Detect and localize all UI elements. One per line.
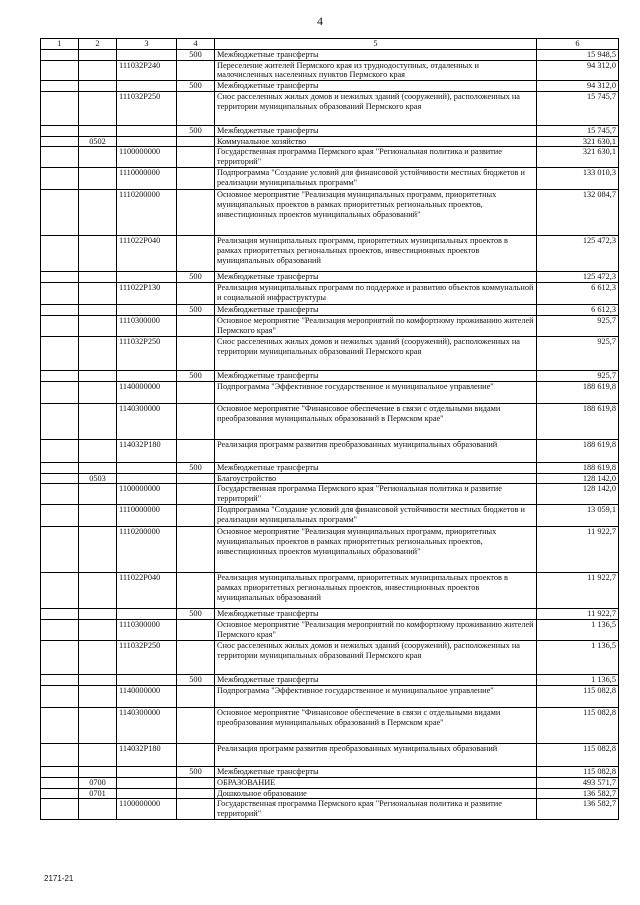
section-code [79, 371, 117, 382]
item-name: Основное мероприятие "Реализация муниципальных программ, приоритетных муниципальных проектов в рамках приоритетных региональных проектов, инвестиционных проектов муниципальных образований" [215, 527, 537, 573]
expense-type-code [177, 799, 215, 820]
item-name: Межбюджетные трансферты [215, 462, 537, 473]
item-name: Межбюджетные трансферты [215, 766, 537, 777]
section-code [79, 381, 117, 403]
amount: 1 136,5 [537, 641, 619, 675]
table-row [41, 788, 619, 799]
amount: 11 922,7 [537, 527, 619, 573]
row-col-1 [41, 766, 79, 777]
item-name: Основное мероприятие "Финансовое обеспечение в связи с отдельными видами преобразования муниципальных образований в Пермском крае" [215, 707, 537, 743]
section-code [79, 236, 117, 272]
program-code: 1110000000 [117, 168, 177, 190]
item-name: Межбюджетные трансферты [215, 125, 537, 136]
table-row [41, 439, 619, 462]
row-col-1 [41, 283, 79, 305]
expense-type-code [177, 527, 215, 573]
section-code [79, 190, 117, 236]
header-col-4: 4 [177, 39, 215, 50]
expense-type-code [177, 403, 215, 439]
section-code [79, 527, 117, 573]
section-code [79, 305, 117, 316]
item-name: Межбюджетные трансферты [215, 49, 537, 60]
item-name: Переселение жителей Пермского края из труднодоступных, отдаленных и малочисленных населенных пунктов Пермского края [215, 60, 537, 81]
expense-type-code [177, 316, 215, 337]
program-code: 1110000000 [117, 505, 177, 527]
item-name: Реализация программ развития преобразованных муниципальных образований [215, 439, 537, 462]
table-row [41, 49, 619, 60]
program-code: 1100000000 [117, 799, 177, 820]
section-code: 0502 [79, 136, 117, 147]
item-name: Основное мероприятие "Реализация муниципальных программ, приоритетных муниципальных проектов в рамках приоритетных региональных проектов, инвестиционных проектов муниципальных образований" [215, 190, 537, 236]
amount: 11 922,7 [537, 573, 619, 609]
expense-type-code [177, 381, 215, 403]
program-code: 1140300000 [117, 707, 177, 743]
item-name: Государственная программа Пермского края "Региональная политика и развитие территорий" [215, 484, 537, 505]
item-name: Подпрограмма "Эффективное государственное и муниципальное управление" [215, 685, 537, 707]
page-number: 4 [317, 14, 323, 28]
expense-type-code: 500 [177, 609, 215, 620]
amount: 11 922,7 [537, 609, 619, 620]
row-col-1 [41, 473, 79, 484]
amount: 493 571,7 [537, 777, 619, 788]
table-row [41, 60, 619, 81]
row-col-1 [41, 81, 79, 92]
amount: 188 619,8 [537, 439, 619, 462]
item-name: Основное мероприятие "Реализация мероприятий по комфортному проживанию жителей Пермского края" [215, 316, 537, 337]
budget-table-body [41, 49, 619, 820]
expense-type-code [177, 641, 215, 675]
program-code: 111032P240 [117, 60, 177, 81]
table-row [41, 371, 619, 382]
item-name: Подпрограмма "Создание условий для финансовой устойчивости местных бюджетов и реализации муниципальных программ" [215, 505, 537, 527]
expense-type-code [177, 337, 215, 371]
expense-type-code: 500 [177, 305, 215, 316]
amount: 15 745,7 [537, 125, 619, 136]
amount: 925,7 [537, 371, 619, 382]
program-code: 114032P180 [117, 439, 177, 462]
program-code: 111022P040 [117, 236, 177, 272]
section-code [79, 620, 117, 641]
amount: 125 472,3 [537, 236, 619, 272]
row-col-1 [41, 573, 79, 609]
table-row [41, 685, 619, 707]
amount: 188 619,8 [537, 403, 619, 439]
program-code: 1140000000 [117, 685, 177, 707]
section-code [79, 609, 117, 620]
item-name: Подпрограмма "Создание условий для финансовой устойчивости местных бюджетов и реализации муниципальных программ" [215, 168, 537, 190]
expense-type-code [177, 685, 215, 707]
expense-type-code [177, 147, 215, 168]
row-col-1 [41, 743, 79, 766]
section-code [79, 168, 117, 190]
section-code [79, 707, 117, 743]
expense-type-code [177, 743, 215, 766]
amount: 136 582,7 [537, 799, 619, 820]
table-row [41, 337, 619, 371]
row-col-1 [41, 403, 79, 439]
amount: 6 612,3 [537, 283, 619, 305]
amount: 94 312,0 [537, 81, 619, 92]
table-row [41, 168, 619, 190]
expense-type-code: 500 [177, 462, 215, 473]
item-name: Межбюджетные трансферты [215, 371, 537, 382]
section-code [79, 743, 117, 766]
table-row [41, 799, 619, 820]
program-code [117, 609, 177, 620]
table-row [41, 91, 619, 125]
expense-type-code: 500 [177, 272, 215, 283]
item-name: Коммунальное хозяйство [215, 136, 537, 147]
expense-type-code: 500 [177, 675, 215, 686]
program-code [117, 766, 177, 777]
item-name: Снос расселенных жилых домов и нежилых зданий (сооружений), расположенных на территории муниципальных образований Пермского края [215, 91, 537, 125]
section-code: 0701 [79, 788, 117, 799]
header-row [41, 39, 619, 50]
item-name: Государственная программа Пермского края "Региональная политика и развитие территорий" [215, 799, 537, 820]
row-col-1 [41, 305, 79, 316]
footer-code: 2171-21 [44, 874, 74, 883]
table-row [41, 743, 619, 766]
table-row [41, 620, 619, 641]
section-code [79, 462, 117, 473]
item-name: Снос расселенных жилых домов и нежилых зданий (сооружений), расположенных на территории муниципальных образований Пермского края [215, 641, 537, 675]
row-col-1 [41, 641, 79, 675]
program-code: 111022P130 [117, 283, 177, 305]
item-name: Подпрограмма "Эффективное государственное и муниципальное управление" [215, 381, 537, 403]
table-row [41, 484, 619, 505]
section-code [79, 337, 117, 371]
expense-type-code [177, 168, 215, 190]
amount: 136 582,7 [537, 788, 619, 799]
row-col-1 [41, 777, 79, 788]
expense-type-code [177, 190, 215, 236]
expense-type-code [177, 707, 215, 743]
table-row [41, 147, 619, 168]
expense-type-code: 500 [177, 766, 215, 777]
item-name: Реализация муниципальных программ, приоритетных муниципальных проектов в рамках приоритетных региональных проектов, инвестиционных проектов муниципальных образований [215, 573, 537, 609]
row-col-1 [41, 799, 79, 820]
amount: 15 948,5 [537, 49, 619, 60]
row-col-1 [41, 381, 79, 403]
program-code [117, 136, 177, 147]
table-row [41, 236, 619, 272]
section-code [79, 766, 117, 777]
row-col-1 [41, 788, 79, 799]
section-code [79, 439, 117, 462]
section-code [79, 60, 117, 81]
row-col-1 [41, 675, 79, 686]
table-row [41, 505, 619, 527]
section-code [79, 91, 117, 125]
table-row [41, 462, 619, 473]
item-name: Межбюджетные трансферты [215, 305, 537, 316]
row-col-1 [41, 91, 79, 125]
section-code [79, 147, 117, 168]
item-name: Реализация программ развития преобразованных муниципальных образований [215, 743, 537, 766]
table-row [41, 573, 619, 609]
program-code: 1110300000 [117, 620, 177, 641]
program-code: 1140000000 [117, 381, 177, 403]
amount: 925,7 [537, 337, 619, 371]
row-col-1 [41, 60, 79, 81]
program-code: 1100000000 [117, 484, 177, 505]
row-col-1 [41, 685, 79, 707]
section-code [79, 675, 117, 686]
section-code [79, 799, 117, 820]
expense-type-code: 500 [177, 371, 215, 382]
item-name: Благоустройство [215, 473, 537, 484]
section-code [79, 49, 117, 60]
amount: 115 082,8 [537, 685, 619, 707]
expense-type-code [177, 484, 215, 505]
row-col-1 [41, 462, 79, 473]
program-code [117, 777, 177, 788]
amount: 133 010,3 [537, 168, 619, 190]
header-col-2: 2 [79, 39, 117, 50]
table-row [41, 766, 619, 777]
row-col-1 [41, 316, 79, 337]
table-row [41, 283, 619, 305]
amount: 128 142,0 [537, 473, 619, 484]
amount: 188 619,8 [537, 462, 619, 473]
amount: 1 136,5 [537, 620, 619, 641]
expense-type-code [177, 505, 215, 527]
table-row [41, 403, 619, 439]
section-code [79, 573, 117, 609]
row-col-1 [41, 707, 79, 743]
expense-type-code: 500 [177, 49, 215, 60]
table-row [41, 305, 619, 316]
item-name: Государственная программа Пермского края "Региональная политика и развитие территорий" [215, 147, 537, 168]
table-row [41, 272, 619, 283]
table-row [41, 136, 619, 147]
row-col-1 [41, 371, 79, 382]
amount: 94 312,0 [537, 60, 619, 81]
amount: 321 630,1 [537, 136, 619, 147]
row-col-1 [41, 236, 79, 272]
program-code [117, 371, 177, 382]
program-code: 111022P040 [117, 573, 177, 609]
section-code [79, 125, 117, 136]
table-row [41, 675, 619, 686]
program-code: 1140300000 [117, 403, 177, 439]
program-code: 1110300000 [117, 316, 177, 337]
section-code: 0700 [79, 777, 117, 788]
section-code [79, 403, 117, 439]
item-name: Основное мероприятие "Финансовое обеспечение в связи с отдельными видами преобразования муниципальных образований в Пермском крае" [215, 403, 537, 439]
program-code [117, 462, 177, 473]
header-col-1: 1 [41, 39, 79, 50]
expense-type-code [177, 788, 215, 799]
row-col-1 [41, 147, 79, 168]
program-code [117, 788, 177, 799]
section-code [79, 316, 117, 337]
program-code: 1100000000 [117, 147, 177, 168]
table-row [41, 81, 619, 92]
expense-type-code [177, 777, 215, 788]
expense-type-code: 500 [177, 81, 215, 92]
program-code: 111032P250 [117, 337, 177, 371]
section-code [79, 641, 117, 675]
section-code: 0503 [79, 473, 117, 484]
header-col-3: 3 [117, 39, 177, 50]
program-code [117, 81, 177, 92]
amount: 115 082,8 [537, 766, 619, 777]
table-row [41, 707, 619, 743]
section-code [79, 685, 117, 707]
row-col-1 [41, 484, 79, 505]
expense-type-code [177, 620, 215, 641]
item-name: Межбюджетные трансферты [215, 272, 537, 283]
table-row [41, 125, 619, 136]
row-col-1 [41, 527, 79, 573]
item-name: Основное мероприятие "Реализация мероприятий по комфортному проживанию жителей Пермского края" [215, 620, 537, 641]
expense-type-code: 500 [177, 125, 215, 136]
table-row [41, 190, 619, 236]
row-col-1 [41, 168, 79, 190]
table-row [41, 777, 619, 788]
table-row [41, 381, 619, 403]
item-name: Межбюджетные трансферты [215, 81, 537, 92]
row-col-1 [41, 337, 79, 371]
program-code [117, 675, 177, 686]
header-col-5: 5 [215, 39, 537, 50]
amount: 6 612,3 [537, 305, 619, 316]
row-col-1 [41, 125, 79, 136]
section-code [79, 283, 117, 305]
program-code: 1110200000 [117, 190, 177, 236]
row-col-1 [41, 620, 79, 641]
table-row [41, 609, 619, 620]
program-code: 114032P180 [117, 743, 177, 766]
item-name: Дошкольное образование [215, 788, 537, 799]
item-name: Снос расселенных жилых домов и нежилых зданий (сооружений), расположенных на территории муниципальных образований Пермского края [215, 337, 537, 371]
row-col-1 [41, 505, 79, 527]
program-code: 111032P250 [117, 91, 177, 125]
item-name: Межбюджетные трансферты [215, 609, 537, 620]
section-code [79, 272, 117, 283]
row-col-1 [41, 49, 79, 60]
section-code [79, 484, 117, 505]
section-code [79, 505, 117, 527]
program-code: 1110200000 [117, 527, 177, 573]
program-code [117, 49, 177, 60]
row-col-1 [41, 272, 79, 283]
amount: 188 619,8 [537, 381, 619, 403]
program-code [117, 473, 177, 484]
item-name: Межбюджетные трансферты [215, 675, 537, 686]
table-row [41, 316, 619, 337]
amount: 132 084,7 [537, 190, 619, 236]
section-code [79, 81, 117, 92]
program-code [117, 272, 177, 283]
expense-type-code [177, 136, 215, 147]
amount: 125 472,3 [537, 272, 619, 283]
amount: 925,7 [537, 316, 619, 337]
item-name: Реализация муниципальных программ по поддержке и развитию объектов коммунальной и социальной инфраструктуры [215, 283, 537, 305]
amount: 115 082,8 [537, 743, 619, 766]
item-name: Реализация муниципальных программ, приоритетных муниципальных проектов в рамках приоритетных региональных проектов, инвестиционных проектов муниципальных образований [215, 236, 537, 272]
row-col-1 [41, 136, 79, 147]
amount: 15 745,7 [537, 91, 619, 125]
table-row [41, 641, 619, 675]
program-code [117, 305, 177, 316]
expense-type-code [177, 91, 215, 125]
expense-type-code [177, 283, 215, 305]
row-col-1 [41, 190, 79, 236]
amount: 128 142,0 [537, 484, 619, 505]
budget-table [40, 38, 619, 820]
program-code: 111032P250 [117, 641, 177, 675]
expense-type-code [177, 573, 215, 609]
item-name: ОБРАЗОВАНИЕ [215, 777, 537, 788]
amount: 321 630,1 [537, 147, 619, 168]
header-col-6: 6 [537, 39, 619, 50]
amount: 13 059,1 [537, 505, 619, 527]
table-row [41, 473, 619, 484]
amount: 1 136,5 [537, 675, 619, 686]
row-col-1 [41, 439, 79, 462]
expense-type-code [177, 236, 215, 272]
expense-type-code [177, 473, 215, 484]
amount: 115 082,8 [537, 707, 619, 743]
expense-type-code [177, 60, 215, 81]
table-row [41, 527, 619, 573]
row-col-1 [41, 609, 79, 620]
program-code [117, 125, 177, 136]
expense-type-code [177, 439, 215, 462]
